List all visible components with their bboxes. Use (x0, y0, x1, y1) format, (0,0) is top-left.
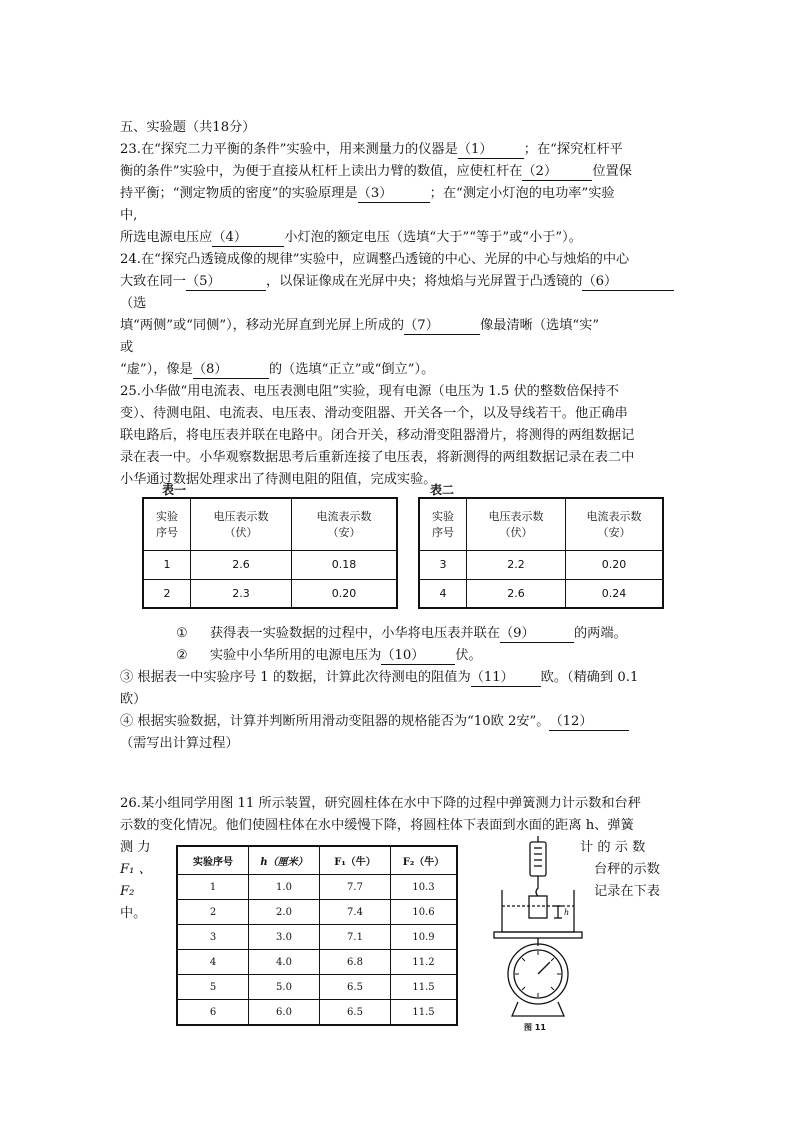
q24-text: 大致在同一 (120, 274, 186, 289)
q25-sub-3-cont: 欧） (120, 692, 147, 707)
table-cell: 4 (177, 950, 249, 975)
table-cell: 6.5 (320, 1000, 391, 1026)
table-cell: 5 (177, 975, 249, 1000)
table-cell: 1 (143, 550, 191, 579)
q25-sub-text: 欧。（精确到 0.1 (540, 670, 639, 685)
table-cell: 6.5 (320, 975, 391, 1000)
q24-text: ，以保证像成在光屏中央；将烛焰与光屏置于凸透镜的 (265, 274, 583, 289)
q25-sub-3 (120, 668, 638, 688)
q25-sub-text: 获得表一实验数据的过程中，小华将电压表并联在 (209, 626, 500, 641)
figure-11 (488, 834, 588, 1034)
table-row (177, 875, 457, 900)
q25-sub-text: 伏。 (455, 648, 482, 663)
table-row (177, 846, 457, 875)
q25-line-3: 联电路后，将电压表并联在电路中。闭合开关，移动滑变阻器滑片，将测得的两组数据记 (120, 428, 635, 443)
scale-platform (494, 932, 582, 938)
q23-line-4: 中, (120, 208, 138, 223)
spring-hook-bottom (536, 876, 538, 896)
blank-3: （3） (358, 186, 430, 203)
table-cell: 6 (177, 1000, 249, 1026)
table-cell: 11.2 (391, 950, 458, 975)
blank-5: （5） (186, 274, 266, 291)
blank-2: （2） (522, 164, 592, 181)
table-2 (418, 497, 664, 609)
table-cell: 1 (177, 875, 249, 900)
q25-line-5: 小华通过数据处理求出了待测电阻的阻值，完成实验。 (120, 472, 437, 487)
q24-text: 的（选填“正立”或“倒立”）。 (268, 362, 435, 377)
table-row (177, 975, 457, 1000)
table-cell: 2.3 (191, 579, 292, 608)
table-row (177, 925, 457, 950)
blank-4: （4） (212, 230, 284, 247)
table-cell: 2.2 (467, 550, 566, 579)
q23-text: ；在“测定小灯泡的电功率”实验 (429, 186, 615, 201)
q26-left-1: 测 力 (120, 840, 151, 855)
q26-line-1: 26.某小组同学用图 11 所示装置，研究圆柱体在水中下降的过程中弹簧测力计示数和台秤 (120, 796, 641, 811)
table-row (143, 550, 397, 579)
q24-text: 填“两侧”或“同侧”），移动光屏直到光屏上所成的 (120, 318, 405, 333)
table-row (177, 950, 457, 975)
q23-text: 位置保 (592, 164, 632, 179)
table-cell: 4 (419, 579, 467, 608)
q25-line-2: 变）、待测电阻、电流表、电压表、滑动变阻器、开关各一个，以及导线若干。他正确串 (120, 406, 628, 421)
q23-text: 持平衡；“测定物质的密度”的实验原理是 (120, 186, 358, 201)
table-cell: 10.3 (391, 875, 458, 900)
dial-pointer (538, 962, 550, 974)
q25-sub-1 (176, 624, 627, 644)
q24-line-1: 24.在“探究凸透镜成像的规律”实验中，应调整凸透镜的中心、光屏的中心与烛焰的中心 (120, 252, 630, 267)
q24-line-6 (120, 360, 434, 380)
table-cell: 10.6 (391, 900, 458, 925)
cylinder (529, 896, 547, 918)
table-cell: 2 (177, 900, 249, 925)
table-cell: 6.0 (249, 1000, 320, 1026)
q25-line-4: 录在表一中。小华观察数据思考后重新连接了电压表，将新测得的两组数据记录在表二中 (120, 450, 635, 465)
q26-right-3: 记录在下表 (594, 884, 660, 899)
table-row (419, 498, 663, 550)
q26-right-1: 计 的 示 数 (580, 840, 646, 855)
q24-line-2 (120, 272, 674, 292)
blank-11: （11） (471, 670, 541, 687)
blank-1: （1） (458, 142, 524, 159)
table-cell: 11.5 (391, 1000, 458, 1026)
spring-balance-body (530, 842, 546, 876)
table-header: 实验 序号 (143, 498, 191, 550)
q24-text: 像最清晰（选填“实” (480, 318, 600, 333)
table-cell: 5.0 (249, 975, 320, 1000)
q26-left-2: F₁ 、 (120, 862, 152, 877)
q25-sub-text: ③ 根据表一中实验序号 1 的数据，计算此次待测电的阻值为 (120, 670, 471, 685)
table-cell: 3.0 (249, 925, 320, 950)
table-cell: 3 (419, 550, 467, 579)
q24-text: “虚”），像是 (120, 362, 193, 377)
table-cell: 7.7 (320, 875, 391, 900)
table-1-caption: 表一 (162, 483, 187, 497)
q25-sub-4-cont: （需写出计算过程） (120, 736, 239, 751)
table-cell: 2.0 (249, 900, 320, 925)
table-1 (142, 497, 398, 609)
table-cell: 0.20 (566, 550, 664, 579)
section-title: 五、实验题（共18分） (120, 120, 256, 135)
table-header: 实验 序号 (419, 498, 467, 550)
table-2-caption: 表二 (430, 483, 455, 497)
table-header: F₂（牛） (391, 846, 458, 875)
q25-sub-text: ④ 根据实验数据，计算并判断所用滑动变阻器的规格能否为“10欧 2安”。 (120, 714, 550, 729)
table-cell: 2.6 (191, 550, 292, 579)
blank-10: （10） (381, 648, 455, 665)
q25-sub-2 (176, 646, 482, 666)
q23-line-2 (120, 162, 632, 182)
blank-9: （9） (500, 626, 574, 643)
q25-sub-text: 的两端。 (573, 626, 627, 641)
table-figure-11 (176, 845, 458, 1026)
table-header: 电压表示数 （伏） (467, 498, 566, 550)
table-cell: 1.0 (249, 875, 320, 900)
q24-line-3: （选 (120, 296, 147, 311)
q25-sub-4 (120, 712, 629, 732)
q23-text: 所选电源电压应 (120, 230, 213, 245)
table-cell: 7.4 (320, 900, 391, 925)
table-cell: 0.24 (566, 579, 664, 608)
q25-sub-text: 实验中小华所用的电源电压为 (209, 648, 382, 663)
blank-6: （6） (582, 274, 674, 291)
figure-caption: 图 11 (524, 1023, 546, 1032)
blank-8: （8） (193, 362, 269, 379)
h-label: h (564, 908, 570, 917)
table-header: 电流表示数 （安） (292, 498, 398, 550)
blank-7: （7） (404, 318, 480, 335)
table-cell: 10.9 (391, 925, 458, 950)
table-cell: 4.0 (249, 950, 320, 975)
q23-line-5 (120, 228, 582, 248)
q23-text: 小灯泡的额定电压（选填“大于”“等于”或“小于”）。 (284, 230, 582, 245)
table-row (143, 498, 397, 550)
q23-line-1 (120, 140, 623, 160)
table-row (419, 579, 663, 608)
table-header: 实验序号 (177, 846, 249, 875)
q24-line-4 (120, 316, 599, 336)
q25-line-1: 25.小华做“用电流表、电压表测电阻”实验，现有电源（电压为 1.5 伏的整数倍保持不 (120, 384, 619, 399)
table-cell: 0.18 (292, 550, 398, 579)
table-cell: 2 (143, 579, 191, 608)
table-header: F₁（牛） (320, 846, 391, 875)
q26-line-2: 示数的变化情况。他们使圆柱体在水中缓慢下降，将圆柱体下表面到水面的距离 h、弹簧 (120, 818, 634, 833)
table-row (177, 900, 457, 925)
table-cell: 6.8 (320, 950, 391, 975)
table-header: 电压表示数 （伏） (191, 498, 292, 550)
table-header: h（厘米） (249, 846, 320, 875)
table-row (419, 550, 663, 579)
table-row (177, 1000, 457, 1026)
circled-number: ① (176, 626, 188, 641)
q26-left-3: F₂ (120, 884, 135, 899)
table-row (143, 579, 397, 608)
q23-text: 23.在“探究二力平衡的条件”实验中，用来测量力的仪器是 (120, 142, 458, 157)
table-cell: 0.20 (292, 579, 398, 608)
circled-number: ② (176, 648, 188, 663)
q23-line-3 (120, 184, 615, 204)
q26-left-4: 中。 (120, 906, 147, 921)
table-cell: 11.5 (391, 975, 458, 1000)
table-cell: 3 (177, 925, 249, 950)
q23-text: ；在“探究杠杆平 (523, 142, 623, 157)
q24-line-5: 或 (120, 340, 134, 355)
table-cell: 2.6 (467, 579, 566, 608)
q26-right-2: 台秤的示数 (594, 862, 660, 877)
q23-text: 衡的条件”实验中，为便于直接从杠杆上读出力臂的数值，应使杠杆在 (120, 164, 523, 179)
table-cell: 7.1 (320, 925, 391, 950)
table-header: 电流表示数 （安） (566, 498, 664, 550)
blank-12: （12） (549, 714, 629, 731)
